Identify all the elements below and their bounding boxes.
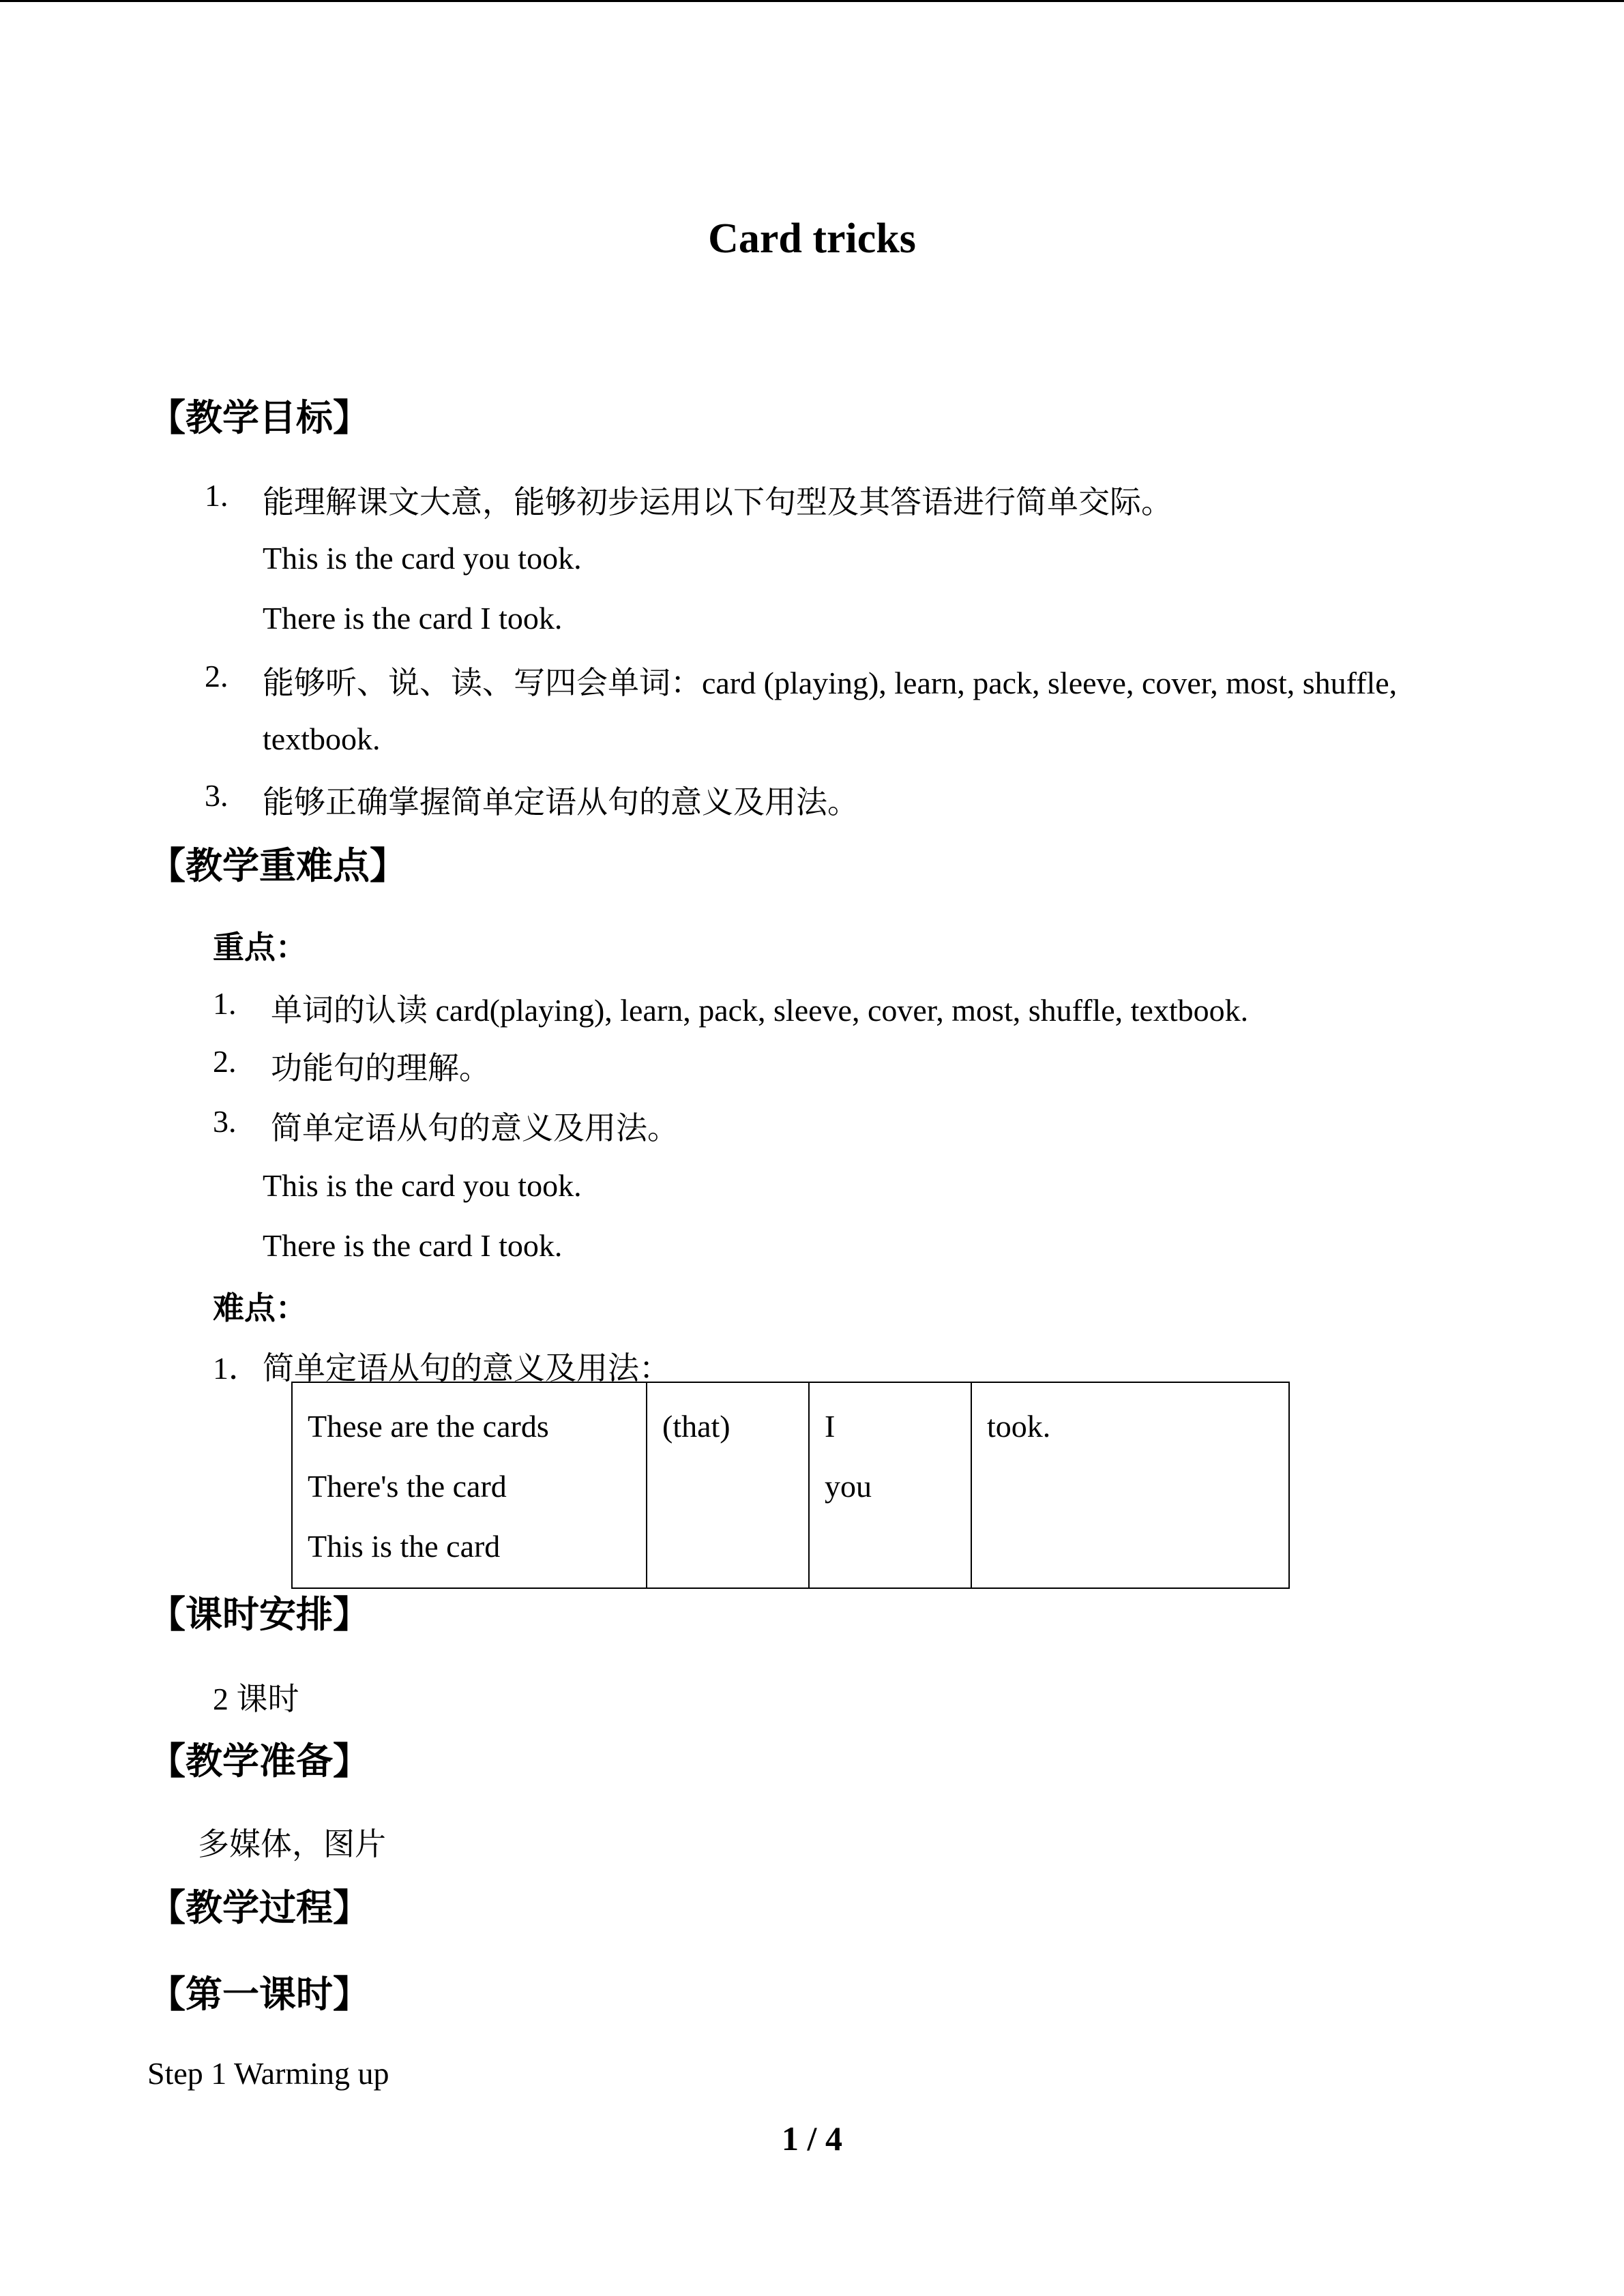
table-cell-verb [971, 1382, 1289, 1588]
key-num-3: 3. [213, 1104, 237, 1139]
objective-example-2: There is the card I took. [263, 601, 563, 636]
table-cell-line: I [825, 1409, 836, 1444]
objective-num-1: 1. [205, 478, 228, 513]
table-cell-line: These are the cards [308, 1409, 549, 1444]
objective-num-3: 3. [205, 778, 228, 813]
heading-first-lesson: 【第一课时】 [149, 1973, 370, 2016]
key-num-1: 1. [213, 986, 237, 1021]
key-example-1: This is the card you took. [263, 1168, 582, 1203]
page-indicator: 1 / 4 [782, 2119, 842, 2158]
table-cell-line: (that) [662, 1409, 730, 1444]
difficult-num-1: 1． [213, 1351, 260, 1386]
objective-text-3: 能够正确掌握简单定语从句的意义及用法。 [263, 785, 859, 820]
heading-schedule: 【课时安排】 [149, 1593, 370, 1636]
key-text-3: 简单定语从句的意义及用法。 [271, 1111, 679, 1146]
schedule-text: 2 课时 [213, 1682, 299, 1716]
difficult-points-label: 难点： [213, 1289, 307, 1326]
heading-preparation: 【教学准备】 [149, 1740, 370, 1783]
key-example-2: There is the card I took. [263, 1228, 563, 1263]
table-cell-relative [647, 1382, 809, 1588]
objective-text-1: 能理解课文大意，能够初步运用以下句型及其答语进行简单交际。 [263, 485, 1172, 520]
table-cell-line: took. [987, 1409, 1051, 1444]
table-cell-line: This is the card [308, 1529, 501, 1564]
difficult-text-1: 简单定语从句的意义及用法： [263, 1351, 670, 1386]
heading-objectives: 【教学目标】 [149, 396, 370, 439]
grammar-table [291, 1382, 1290, 1589]
table-row [292, 1382, 1289, 1588]
table-cell-line: There's the card [308, 1469, 507, 1504]
table-cell-pronoun [809, 1382, 971, 1588]
table-cell-subject [292, 1382, 647, 1588]
key-text-2: 功能句的理解。 [271, 1051, 490, 1086]
objective-text-2-continued: textbook. [263, 721, 381, 756]
heading-key-points: 【教学重难点】 [149, 844, 407, 887]
preparation-text: 多媒体，图片 [198, 1827, 386, 1862]
page-title: Card tricks [708, 215, 916, 262]
key-num-2: 2. [213, 1044, 237, 1079]
step-1-warming-up: Step 1 Warming up [147, 2056, 389, 2091]
page-top-border [0, 0, 1624, 2]
key-text-1: 单词的认读 card(playing), learn, pack, sleeve, cover, most, shuffle, textbook. [271, 993, 1249, 1028]
key-points-label: 重点： [213, 929, 307, 966]
objective-example-1: This is the card you took. [263, 541, 582, 576]
objective-text-2: 能够听、说、读、写四会单词：card (playing), learn, pack, sleeve, cover, most, shuffle, [263, 666, 1398, 700]
table-cell-line: you [825, 1469, 872, 1504]
heading-process: 【教学过程】 [149, 1886, 370, 1929]
objective-num-2: 2. [205, 659, 228, 694]
